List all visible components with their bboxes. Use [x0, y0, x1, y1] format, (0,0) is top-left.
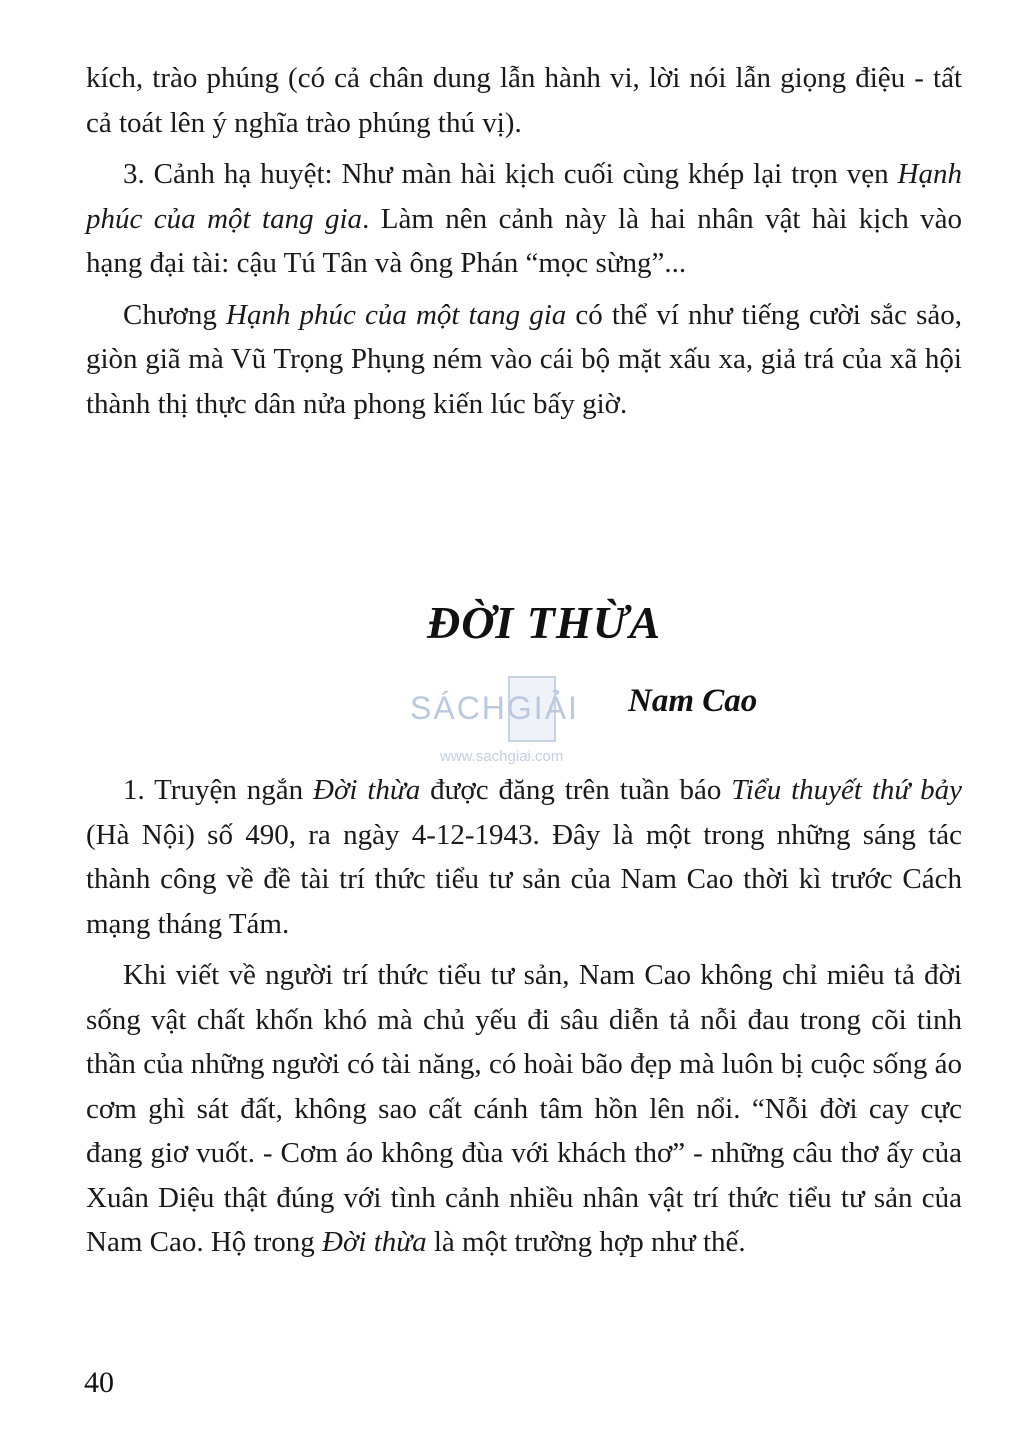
italic-title: Hạnh phúc của một tang gia [86, 158, 962, 235]
paragraph-continuation [86, 56, 962, 145]
watermark-logo [410, 690, 579, 727]
watermark [410, 676, 620, 765]
italic-title: Đời thừa [313, 774, 421, 806]
paragraph-text: được đăng trên tuần báo [420, 774, 732, 806]
bottom-text-section [86, 768, 962, 1265]
paragraph-text: Khi viết về người trí thức tiểu tư sản, Nam Cao không chỉ miêu tả đời sống vật chất khốn khó mà chủ yếu đi sâu diễn tả nỗi đau trong cõi tinh thần của những người có tài năng, có hoài bão đẹp mà luôn bị cuộc sống áo cơm ghì sát đất, không sao cất cánh tâm hồn lên nổi. “Nỗi đời cay cực đang giơ vuốt. - Cơm áo không đùa với khách thơ” - những câu thơ ấy của Xuân Diệu thật đúng với tình cảnh nhiều nhân vật trí thức tiểu tư sản của Nam Cao. Hộ trong [86, 959, 962, 1258]
italic-title: Đời thừa [322, 1226, 427, 1258]
paragraph-text: 1. Truyện ngắn [123, 774, 313, 806]
page-number: 40 [84, 1366, 114, 1399]
paragraph-intellectual [86, 953, 962, 1265]
paragraph-chapter-summary [86, 293, 962, 427]
watermark-logo-left: SÁCH [410, 690, 507, 726]
paragraph-text: (Hà Nội) số 490, ra ngày 4-12-1943. Đây là một trong những sáng tác thành công về đề tài trí thức tiểu tư sản của Nam Cao thời kì trước Cách mạng tháng Tám. [86, 818, 962, 940]
paragraph-publication [86, 768, 962, 946]
paragraph-text: là một trường hợp như thế. [426, 1226, 746, 1258]
chapter-author: Nam Cao [628, 683, 758, 719]
italic-title: Hạnh phúc của một tang gia [226, 298, 567, 331]
paragraph-text: có thể ví như tiếng cười sắc sảo, giòn giã mà Vũ Trọng Phụng ném vào cái bộ mặt xấu xa, giả trá của xã hội thành thị thực dân nửa phong kiến lúc bấy giờ. [86, 298, 962, 420]
watermark-url: www.sachgiai.com [440, 748, 564, 765]
watermark-logo-mid: G [506, 690, 534, 726]
chapter-title: ĐỜI THỪA [426, 597, 662, 648]
top-text-section [86, 56, 962, 426]
paragraph-text: 3. Cảnh hạ huyệt: Như màn hài kịch cuối cùng khép lại trọn vẹn [123, 158, 898, 190]
paragraph-burial-scene [86, 152, 962, 286]
paragraph-text: . Làm nên cảnh này là hai nhân vật hài kịch vào hạng đại tài: cậu Tú Tân và ông Phán “mọc sừng”... [86, 202, 962, 279]
paragraph-text: kích, trào phúng (có cả chân dung lẫn hành vi, lời nói lẫn giọng điệu - tất cả toát lên ý nghĩa trào phúng thú vị). [86, 62, 962, 139]
italic-title: Tiểu thuyết thứ bảy [731, 774, 963, 806]
paragraph-text: Chương [123, 298, 226, 331]
watermark-logo-right: IẢI [533, 690, 579, 726]
